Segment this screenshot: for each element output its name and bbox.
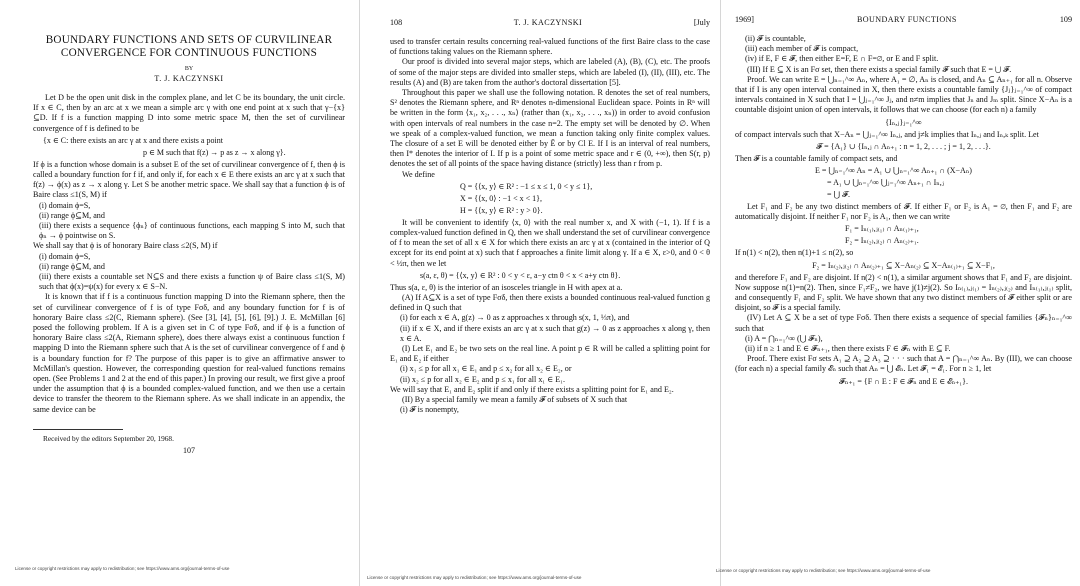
author-name: T. J. KACZYNSKI [154,74,224,83]
paragraph: Thus s(a, ε, θ) is the interior of an isosceles triangle in H with apex at a. [390,282,623,292]
list-item: (ii) range ϕ⊆M, and [39,210,105,220]
list-item: (i) domain ϕ=S, [39,251,91,261]
paragraph: of compact intervals such that X−Aₙ = ⋃ⱼ₌₁^∞ Iₙ,ⱼ, and j≠k implies that Iₙ,ⱼ and Iₙ,ₖ split. Let [735,129,1039,139]
page-109 [721,0,1080,586]
list-item: (ii) range ϕ⊆M, and [39,261,105,271]
list-item: (i) domain ϕ=S, [39,200,91,210]
paragraph: It will be convenient to identify ⟨x, 0⟩ with the real number x, and X with (−1, 1). If f is a complex-valued function defined in Q, then we shall understand the set of curvilinear convergence of f to mean the set of all x ∈ X for which there exists an arc γ at x (contained in the interior of Q except for its end point at x) such that f approaches a finite limit along γ. If a ∈ X, ε>0, and 0 < θ < ½π, then we let [390,217,710,268]
display-formula: F₂ = Iₙ₍₂₎,ⱼ₍₂₎ ∩ Aₙ₍₂₎₊₁. [845,236,919,246]
list-item: (i) A = ⋂ₙ₌₁^∞ (⋃ 𝓕ₙ), [745,333,823,343]
list-item: (iii) there exists a sequence {ϕₙ} of continuous functions, each mapping S into M, such that ϕₙ → ϕ pointwise on S. [39,221,345,241]
list-item: (ii) x₂ ≤ p for all x₂ ∈ E₂ and p ≤ x₁ for all x₁ ∈ E₁. [400,374,566,384]
page-number: 107 [183,445,195,455]
paper-title-line-2: CONVERGENCE FOR CONTINUOUS FUNCTIONS [60,47,318,59]
paragraph: It is known that if f is a continuous function mapping D into the Riemann sphere, then the set of curvilinear convergence of f is of type Fσδ, and any boundary function for f is of honorary Baire class ≤2(C, Riemann sphere). (See [3], [4], [5], [6], [9].) J. E. McMillan [6] posed the following problem. If A is a given set in C of type Fσδ, and if ϕ is a function of honorary Baire class ≤2(A, Riemann sphere), does there always exist a continuous function f mapping D into the Riemann sphere such that A is the set of curvilinear convergence of f and ϕ is a boundary function for f? The purpose of this paper is to give an affirmative answer to McMillan's question. However, the corresponding question for real-valued functions remains open. (See Problems 1 and 2 at the end of this paper.) In proving our result, we first give a proof under the assumption that ϕ is a bounded complex-valued function, and we then use a certain device to transfer the theorem to the Riemann sphere. As we shall indicate in an appendix, the same device can be [33,292,345,414]
footnote: Received by the editors September 20, 1968. [43,433,174,443]
display-formula: E = ⋃ₙ₌₁^∞ Aₙ = A₁ ∪ ⋃ₙ₌₁^∞ Aₙ₊₁ ∩ (X−Aₙ) [815,166,972,176]
display-formula: F₁ = Iₙ₍₁₎,ⱼ₍₁₎ ∩ Aₙ₍₁₎₊₁, [845,224,919,234]
display-formula: 𝓕ₙ₊₁ = {F ∩ E : F ∈ 𝓕ₙ and E ∈ 𝓔ₙ₊₁}. [838,376,969,386]
footnote-rule [33,429,123,430]
header-date: 1969] [735,15,754,24]
paragraph: We define [402,169,435,179]
paper-title-line-1: BOUNDARY FUNCTIONS AND SETS OF CURVILINEAR [45,34,333,46]
license-notice: License or copyright restrictions may apply to redistribution; see https://www.ams.org/journal-terms-of-use [716,568,931,573]
display-formula: 𝓕 = {A₁} ∪ {Iₙ,ⱼ ∩ Aₙ₊₁ : n = 1, 2, . . . ; j = 1, 2, . . .}. [816,141,991,151]
paragraph: If n(1) < n(2), then n(1)+1 ≤ n(2), so [735,248,854,258]
paragraph: Then 𝓕 is a countable family of compact sets, and [735,153,898,163]
list-item: (ii) if n ≥ 1 and E ∈ 𝓕ₙ₊₁, then there exists F ∈ 𝓕ₙ with E ⊆ F. [745,344,951,354]
header-short-title: BOUNDARY FUNCTIONS [856,15,957,24]
list-item: (ii) 𝓕 is countable, [745,34,806,43]
list-item: (iii) there exists a countable set N⊆S and there exists a function ψ of Baire class ≤1(S, M) such that ϕ(x)=ψ(x) for every x ∈ S−N. [39,272,345,292]
paragraph: Our proof is divided into several major steps, which are labeled (A), (B), (C), etc. The proofs of some of the major steps are divided into smaller steps, which are labeled (I), (II), (III), etc. The results (A) and (B) are taken from the author's doctoral dissertation [5]. [390,57,710,87]
running-header [390,18,710,27]
paragraph: We will say that E₁ and E₂ split if and only if there exists a splitting point for E₁ and E₂. [390,384,674,394]
running-header [735,15,1072,24]
list-item: (iii) each member of 𝓕 is compact, [745,44,859,54]
byline-label: BY [184,66,194,72]
list-item: (iv) if E, F ∈ 𝓕, then either E=F, E ∩ F=∅, or E and F split. [745,54,939,64]
paragraph: used to transfer certain results concerning real-valued functions of the first Baire class to the case of functions taking values on the Riemann sphere. [390,37,710,57]
paragraph: If ϕ is a function whose domain is a subset E of the set of curvilinear convergence of f, then ϕ is called a boundary function for f if, and only if, for each x ∈ E there exists an arc γ at x such that f(z) → ϕ(x) as z → x along γ. Let S be another metric space. We shall say that a function ϕ is of Baire class ≤1(S, M) if [33,159,345,200]
list-item: (i) x₁ ≤ p for all x₁ ∈ E₁ and p ≤ x₂ for all x₂ ∈ E₂, or [400,364,572,374]
display-formula: X = {⟨x, 0⟩ : −1 < x < 1}, [460,193,542,203]
paragraph: and therefore F₁ and F₂ are disjoint. If n(2) < n(1), a similar argument shows that F₁ and F₂ are disjoint. Now suppose n(1)=n(2). Then, since F₁≠F₂, we have j(1)≠j(2). So Iₙ₍₁₎,ⱼ₍₁₎ = Iₙ₍₂₎,ⱼ₍₂₎ and Iₙ₍₁₎,ⱼ₍₁₎ split, and consequently F₁ and F₂ split. We have shown that any two distinct members of 𝓕 either split or are disjoint, so 𝓕 is a special family. [735,272,1072,313]
paragraph: Proof. We can write E = ⋃ₙ₌₁^∞ Aₙ, where A₁ = ∅, Aₙ is closed, and Aₙ ⊆ Aₙ₊₁ for all n. Observe that if I is any open interval contained in X, then there exists a countable family {Jⱼ}ⱼ₌₁^∞ of compact intervals contained in X such that I = ⋃ⱼ₌₁^∞ Jⱼ, and n≠m implies that Jₙ and Jₘ split. Since X−Aₙ is a countable disjoint union of open intervals, it follows that we can choose (for each n) a family [735,74,1072,115]
paragraph: (III) If E ⊆ X is an Fσ set, then there exists a special family 𝓕 such that E = ⋃ 𝓕. [747,64,1012,74]
paragraph: Let D be the open unit disk in the complex plane, and let C be its boundary, the unit circle. If x ∈ C, then by an arc at x we mean a simple arc γ with one end point at x such that γ−{x}⊆D. If f is a function mapping D into some metric space M, then the set of curvilinear convergence of f is defined to be [33,93,345,133]
paragraph: Let F₁ and F₂ be any two distinct members of 𝓕. If either F₁ or F₂ is A₁ = ∅, then F₁ and F₂ are automatically disjoint. If neither F₁ nor F₂ is A₁, then we can write [735,202,1072,222]
display-formula: = A₁ ∪ ⋃ₙ₌₁^∞ ⋃ⱼ₌₁^∞ Aₙ₊₁ ∩ Iₙ,ⱼ [827,178,944,188]
display-formula: {x ∈ C: there exists an arc γ at x and there exists a point [43,135,223,145]
paragraph: (A) If A⊆X is a set of type Fσδ, then there exists a bounded continuous real-valued function g defined in Q such that [390,293,710,313]
paragraph: (IV) Let A ⊆ X be a set of type Fσδ. Then there exists a sequence of special families {𝓕ₙ}ₙ₌₁^∞ such that [735,313,1072,333]
list-item: (i) for each x ∈ A, g(z) → 0 as z approaches x through s(x, 1, ⅓π), and [400,313,630,323]
display-formula: s(a, ε, θ) = {⟨x, y⟩ ∈ R² : 0 < y < ε, a−y ctn θ < x < a+y ctn θ}. [420,270,621,280]
display-formula: p ∈ M such that f(z) → p as z → x along γ}. [143,147,286,157]
paragraph: Proof. There exist Fσ sets A₁ ⊇ A₂ ⊇ A₃ ⊇ · · · such that A = ⋂ₙ₌₁^∞ Aₙ. By (III), we can choose (for each n) a special family 𝓔ₙ such that Aₙ = ⋃ 𝓔ₙ. Let 𝓕₁ = 𝓔₁. For n ≥ 1, let [735,354,1072,374]
list-item: (ii) if x ∈ X, and if there exists an arc γ at x such that g(z) → 0 as z approaches x along γ, then x ∈ A. [400,323,710,343]
paragraph: (I) Let E₁ and E₂ be two sets on the real line. A point p ∈ R will be called a splitting point for E₁ and E₂ if either [390,344,710,364]
display-formula: F₂ = Iₙ₍₂₎,ⱼ₍₂₎ ∩ Aₙ₍₂₎₊₁ ⊆ X−Aₙ₍₂₎ ⊆ X−Aₙ₍₁₎₊₁ ⊆ X−F₁, [812,260,995,270]
display-formula: {Iₙ,ⱼ}ⱼ₌₁^∞ [885,117,922,127]
header-author: T. J. KACZYNSKI [513,18,583,27]
page-107 [0,0,359,586]
header-page-number: 109 [1059,15,1072,24]
list-item: (i) 𝓕 is nonempty, [400,405,459,415]
display-formula: H = {⟨x, y⟩ ∈ R² : y > 0}. [460,205,543,215]
paragraph: (II) By a special family we mean a family 𝓕 of subsets of X such that [402,395,628,405]
header-page-number: 108 [390,18,403,27]
paragraph: We shall say that ϕ is of honorary Baire class ≤2(S, M) if [33,241,218,251]
paragraph: Throughout this paper we shall use the following notation. R denotes the set of real numbers, S² denotes the Riemann sphere, and Rⁿ denotes n-dimensional Euclidean space. Points in Rⁿ will be written in the form ⟨x₁, x₂, . . ., xₙ⟩ (rather than (x₁, x₂, . . ., xₙ)) in order to avoid confusion with open intervals of real numbers in the case n=2. The empty set will be denoted by ∅. When we speak of a complex-valued function, we mean a function taking only finite complex values. The closure of a set E will be denoted either by Ē or by Cl E. If I is an interval of real numbers, then I* denotes the interior of I. If p is a point of some metric space and r ∈ (0, +∞), then S(r, p) denotes the set of all points of the space having distance (strictly) less than r from p. [390,88,710,169]
license-notice: License or copyright restrictions may apply to redistribution; see https://www.ams.org/journal-terms-of-use [15,566,230,571]
display-formula: = ⋃ 𝓕. [827,190,850,200]
page-108 [360,0,720,586]
header-date: [July [693,18,710,27]
license-notice: License or copyright restrictions may apply to redistribution; see https://www.ams.org/journal-terms-of-use [367,575,582,580]
display-formula: Q = {⟨x, y⟩ ∈ R² : −1 ≤ x ≤ 1, 0 < y ≤ 1}, [460,181,593,191]
